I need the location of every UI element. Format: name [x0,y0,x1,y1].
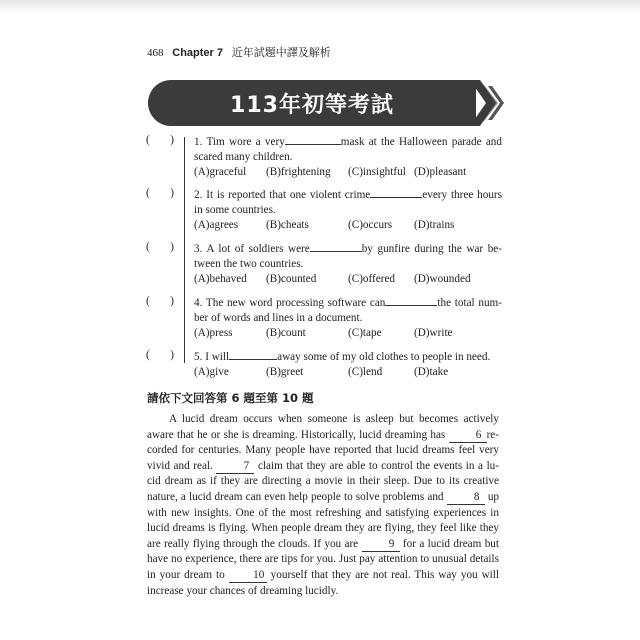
question-text: 2. It is reported that one violent crime every three hours in some countries. (A)agrees (B)cheats (C)occurs (D)trains [194,186,502,233]
option-c: (C)occurs [348,219,393,231]
option-a: (A)agrees [194,219,239,231]
option-b: (B)counted [266,273,317,285]
question-options [194,365,502,380]
passage-blank-10: 10 [229,570,267,583]
chapter-label: Chapter 7 [172,47,223,59]
option-a: (A)graceful [194,166,247,178]
chevron-right-icon [470,80,504,126]
question-options [194,272,502,287]
answer-paren: ( ) [146,134,174,146]
exam-title-banner [148,80,476,126]
passage-blank-9: 9 [362,539,400,552]
option-b: (B)cheats [266,219,309,231]
option-b: (B)frightening [266,166,331,178]
option-d: (D)pleasant [414,166,467,178]
passage-blank-7: 7 [216,461,254,474]
option-d: (D)trains [414,219,455,231]
option-c: (C)insightful [348,166,406,178]
answer-blank [385,294,437,306]
answer-paren: ( ) [146,295,174,307]
option-b: (B)count [266,327,306,339]
answer-blank [285,133,341,145]
option-a: (A)behaved [194,273,247,285]
answer-blank [310,240,362,252]
answer-paren: ( ) [146,187,174,199]
question-options [194,326,502,341]
answer-paren: ( ) [146,241,174,253]
passage-paragraph: A lucid dream occurs when someone is asleep but becomes actively aware that he or she is dreaming. Historically, lucid dreaming has 6 re-corded for centuries. Many people have reported that lucid dreams feel very vivid and real. 7 claim that they are able to control the events in a lu-cid dream as if they are directing a movie in their sleep. Due to its creative nature, a lucid dream can even help people to solve problems and 8 up with new insights. One of the most refreshing and satisfying experiences in lucid dreams is flying. When people dream they are flying, they feel like they are really flying through the clouds. If you are 9 for a lucid dream but have no experience, there are tips for you. Just pay attention to unusual details in your dream to 10 yourself that they are not real. This way you will increase your chances of dreaming lucidly. [147,413,500,597]
running-header [147,44,331,60]
question-text: 3. A lot of soldiers were by gunfire during the war be-tween the two countries. (A)behaved (B)counted (C)offered (D)wounded [194,240,502,287]
passage-blank-8: 8 [447,492,485,505]
option-d: (D)wounded [414,273,471,285]
page-top-shadow [0,0,640,14]
passage-blank-6: 6 [449,430,487,443]
section-heading: 請依下文回答第 6 題至第 10 題 [147,391,314,405]
chapter-title: 近年試題中譯及解析 [231,46,331,59]
option-c: (C)tape [348,327,382,339]
answer-blank [370,186,422,198]
option-d: (D)write [414,327,453,339]
answer-blank [229,348,277,360]
question-text: 4. The new word processing software can the total num-ber of words and lines in a document. (A)press (B)count (C)tape (D)write [194,294,502,341]
question-divider-line [184,137,185,363]
exam-title: 113年初等考試 [230,92,394,118]
page-number: 468 [147,47,164,59]
reading-passage [147,412,499,599]
option-c: (C)lend [348,366,383,378]
question-options [194,218,502,233]
option-b: (B)greet [266,366,304,378]
question-text: 5. I will away some of my old clothes to people in need. (A)give (B)greet (C)lend (D)take [194,348,502,380]
question-text: 1. Tim wore a very mask at the Halloween parade and scared many children. (A)graceful (B)frightening (C)insightful (D)pleasant [194,133,502,180]
option-a: (A)give [194,366,229,378]
option-d: (D)take [414,366,449,378]
question-options [194,165,502,180]
answer-paren: ( ) [146,349,174,361]
option-c: (C)offered [348,273,396,285]
option-a: (A)press [194,327,233,339]
